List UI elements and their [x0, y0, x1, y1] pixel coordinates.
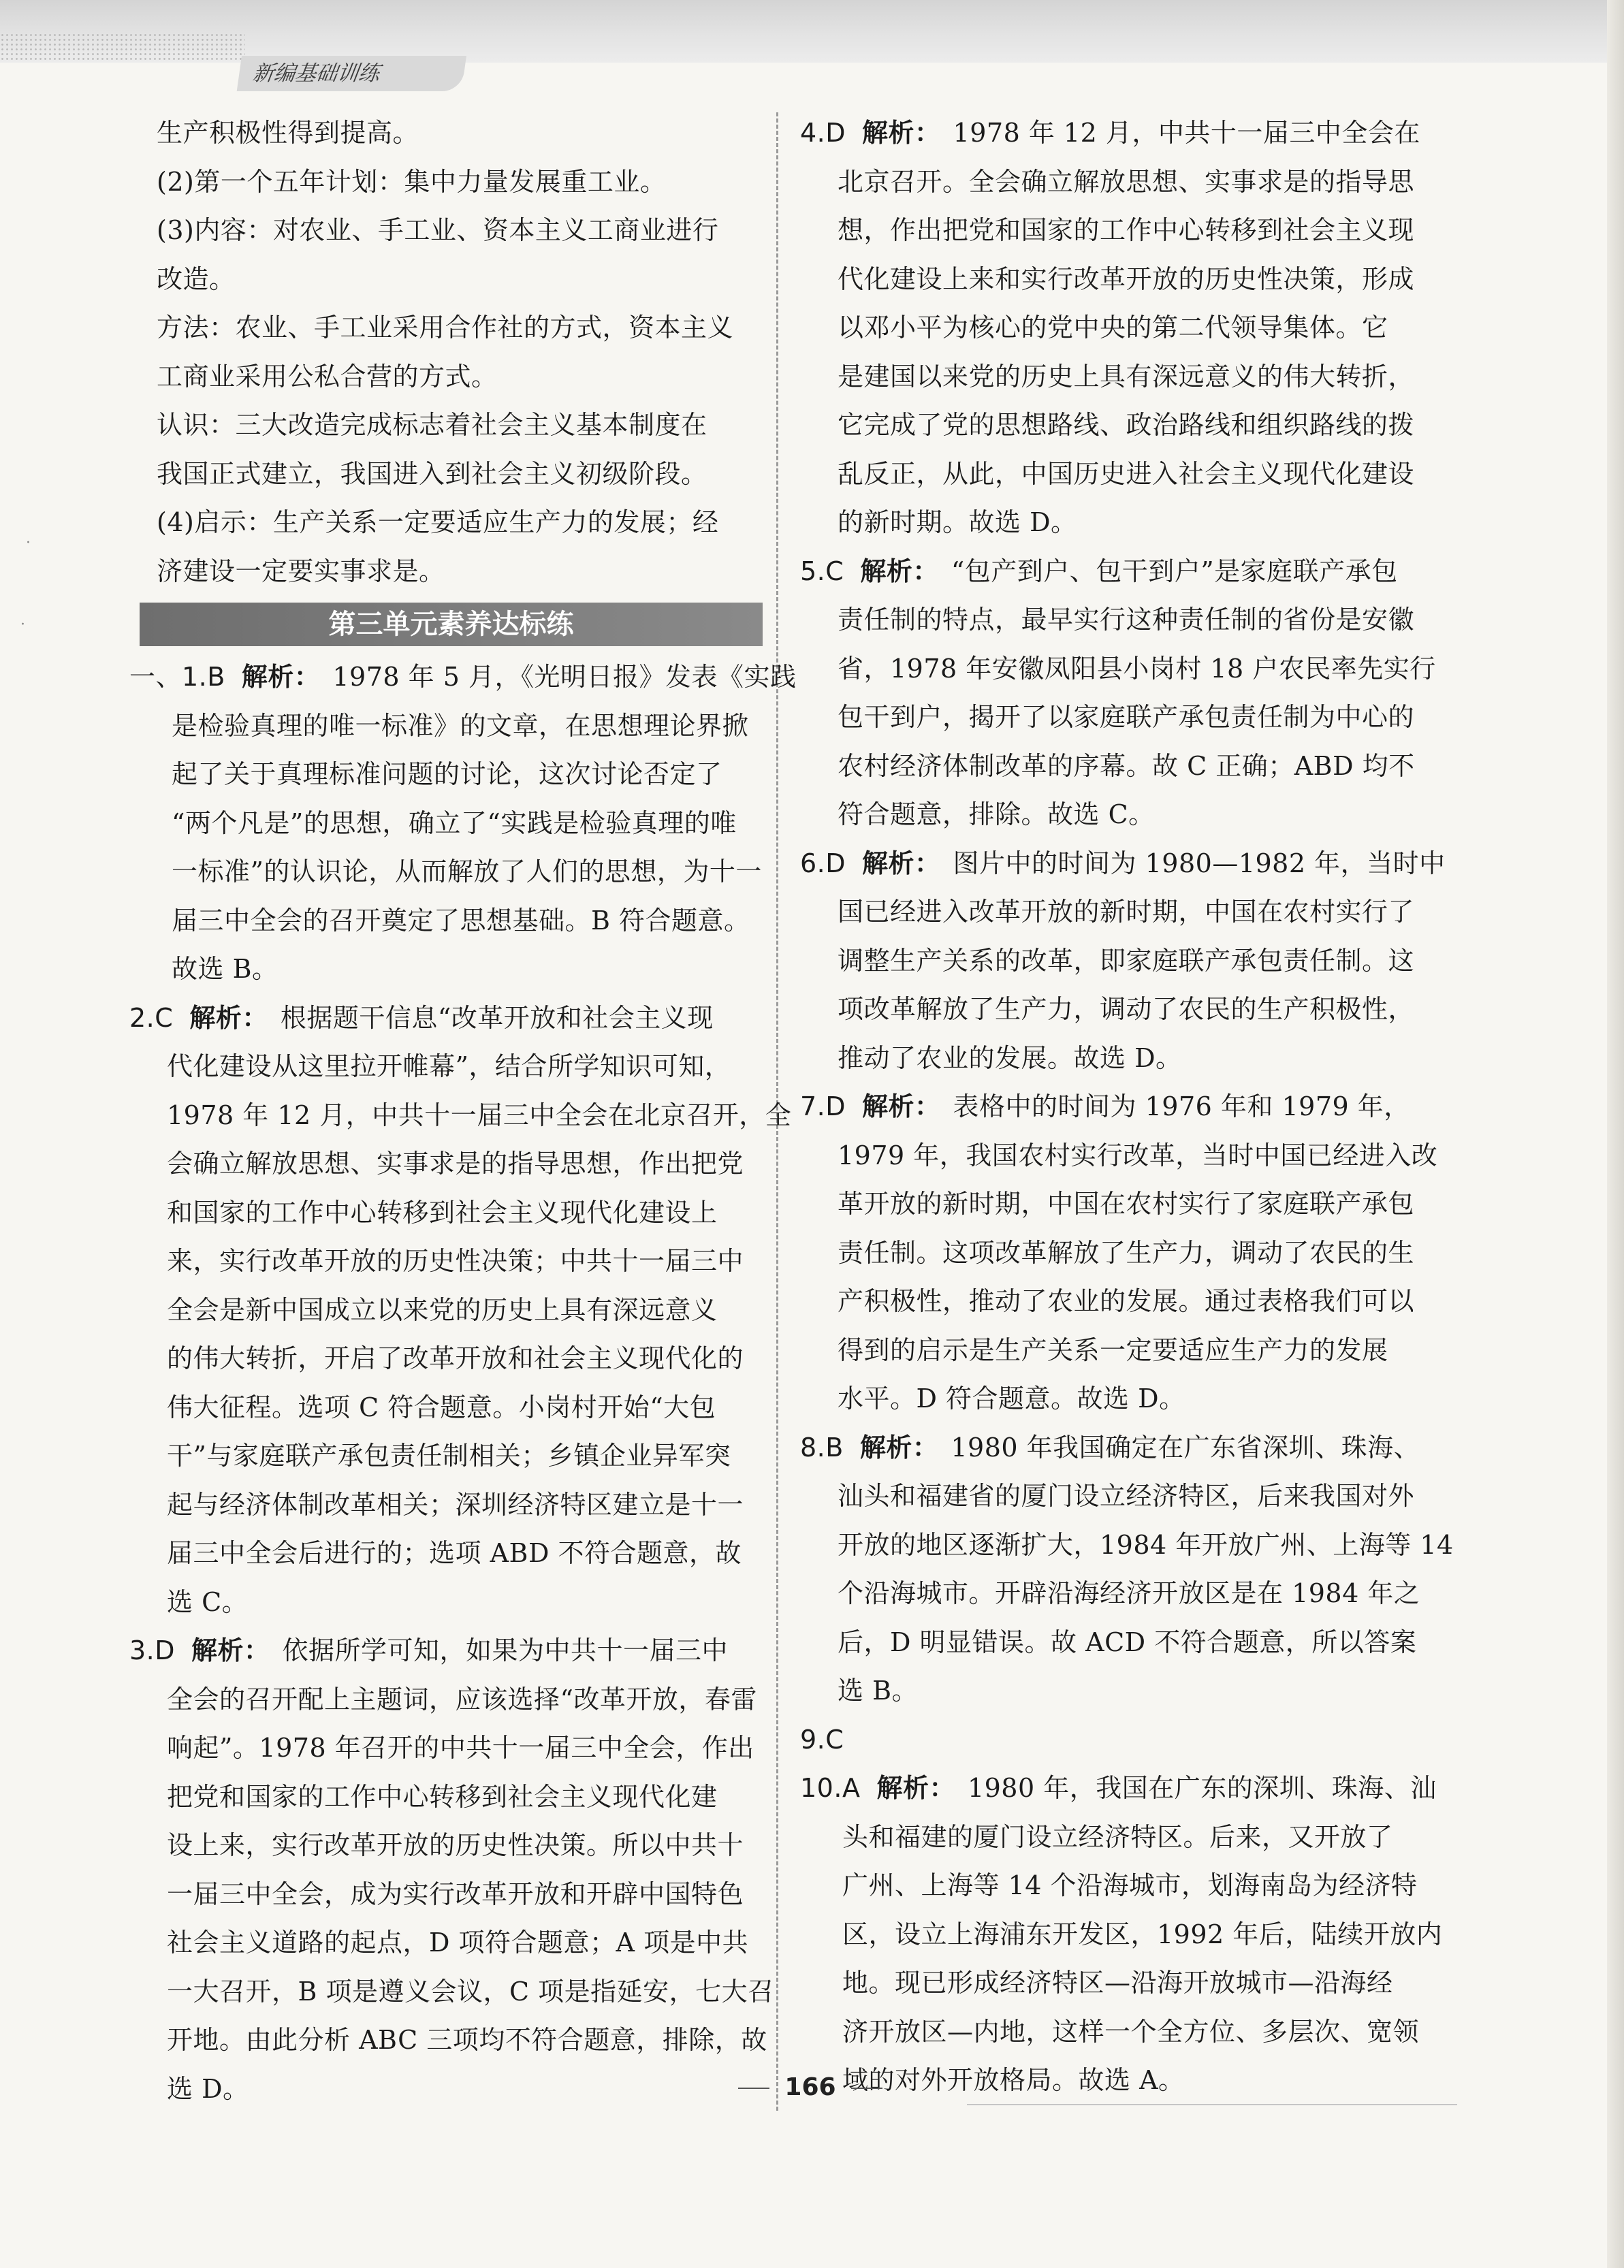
page-edge	[1607, 0, 1624, 2268]
text-line: 革开放的新时期，中国在农村实行了家庭联产承包	[838, 1189, 1415, 1219]
margin-mark: ·	[26, 534, 31, 552]
answer-key: D	[825, 1091, 846, 1121]
text-line: 责任制。这项改革解放了生产力，调动了农民的生	[838, 1237, 1415, 1268]
answer-key: A	[842, 1773, 861, 1803]
text-line: 后，D 明显错误。故 ACD 不符合题意，所以答案	[838, 1627, 1417, 1657]
text-line: 改造。	[157, 263, 236, 294]
text-line: 开地。由此分析 ABC 三项均不符合题意，排除，故	[167, 2025, 767, 2055]
answer-10	[800, 1764, 1464, 2105]
text-line: 代化建设上来和实行改革开放的历史性决策，形成	[838, 263, 1415, 294]
text-line: 它完成了党的思想路线、政治路线和组织路线的拨	[838, 410, 1415, 440]
text-line: 一大召开，B 项是遵义会议，C 项是指延安，七大召	[167, 1976, 774, 2007]
text-line: 包干到户，揭开了以家庭联产承包责任制为中心的	[838, 702, 1415, 732]
analysis-label: 解析：	[189, 1002, 268, 1033]
text-line: 1979 年，我国农村实行改革，当时中国已经进入改	[838, 1140, 1438, 1170]
text-line: “包产到户、包干到户”是家庭联产承包	[951, 556, 1398, 586]
text-line: (3)内容：对农业、手工业、资本主义工商业进行	[157, 215, 719, 245]
question-number: 10.	[800, 1773, 842, 1803]
answer-key: B	[825, 1432, 844, 1463]
question-number: 2.	[129, 1002, 155, 1033]
text-line: 的新时期。故选 D。	[838, 507, 1077, 537]
answer-key: C	[825, 1724, 844, 1755]
question-number: 6.	[800, 848, 826, 878]
text-line: 济建设一定要实事求是。	[157, 556, 445, 586]
analysis-label: 解析：	[862, 848, 941, 878]
question-number: 8.	[800, 1432, 826, 1463]
answer-1	[129, 653, 797, 994]
text-line: 图片中的时间为 1980—1982 年，当时中	[953, 848, 1446, 878]
answer-key: B	[207, 662, 225, 692]
text-line: “两个凡是”的思想，确立了“实践是检验真理的唯	[172, 808, 737, 838]
footer-rule	[967, 2104, 1457, 2105]
text-line: 故选 B。	[172, 954, 278, 984]
page-number: 166	[784, 2073, 836, 2101]
text-line: 符合题意，排除。故选 C。	[838, 799, 1155, 829]
text-line: 届三中全会的召开奠定了思想基础。B 符合题意。	[172, 905, 750, 936]
answer-key: C	[155, 1002, 174, 1033]
text-line: 个沿海城市。开辟沿海经济开放区是在 1984 年之	[838, 1578, 1420, 1608]
answer-9	[800, 1716, 1464, 1765]
analysis-label: 解析：	[859, 1432, 939, 1463]
text-line: 选 D。	[167, 2073, 249, 2104]
text-line: 全会的召开配上主题词，应该选择“改革开放，春雷	[167, 1684, 757, 1714]
right-column	[800, 109, 1464, 2105]
text-line: 来，实行改革开放的历史性决策；中共十一届三中	[167, 1246, 744, 1276]
answer-key: D	[825, 848, 846, 878]
text-line: 设上来，实行改革开放的历史性决策。所以中共十	[167, 1830, 744, 1860]
text-line: 调整生产关系的改革，即家庭联产承包责任制。这	[838, 945, 1415, 976]
answer-6	[800, 840, 1464, 1083]
text-line: 方法：农业、手工业采用合作社的方式，资本主义	[157, 313, 734, 342]
text-line: 一届三中全会，成为实行改革开放和开辟中国特色	[167, 1879, 744, 1909]
text-line: 工商业采用公私合营的方式。	[157, 361, 498, 392]
text-line: 国已经进入改革开放的新时期，中国在农村实行了	[838, 897, 1415, 927]
answer-4	[800, 109, 1464, 547]
series-title: 新编基础训练	[237, 56, 466, 91]
text-line: 产积极性，推动了农业的发展。通过表格我们可以	[838, 1286, 1415, 1316]
answer-5	[800, 547, 1464, 840]
question-number: 9.	[800, 1724, 826, 1755]
header-band	[0, 0, 1607, 63]
analysis-label: 解析：	[860, 556, 939, 586]
text-line: 响起”。1978 年召开的中共十一届三中全会，作出	[167, 1733, 754, 1763]
analysis-label: 解析：	[862, 1091, 941, 1121]
question-number: 7.	[800, 1091, 826, 1121]
text-line: 广州、上海等 14 个沿海城市，划海南岛为经济特	[842, 1870, 1418, 1900]
text-line: 1980 年，我国在广东的深圳、珠海、汕	[967, 1773, 1437, 1803]
text-line: 区，设立上海浦东开发区，1992 年后，陆续开放内	[842, 1919, 1443, 1949]
text-line: 济开放区—内地，这样一个全方位、多层次、宽领	[842, 2016, 1420, 2047]
text-line: 1978 年 12 月，中共十一届三中全会在北京召开，全	[167, 1100, 792, 1130]
question-number: 4.	[800, 118, 826, 148]
text-line: 干”与家庭联产承包责任制相关；乡镇企业异军突	[167, 1441, 731, 1471]
question-number: 5.	[800, 556, 826, 586]
text-line: 开放的地区逐渐扩大，1984 年开放广州、上海等 14	[838, 1529, 1454, 1560]
answer-key: D	[825, 118, 846, 148]
text-line: 一标准”的认识论，从而解放了人们的思想，为十一	[172, 857, 762, 887]
analysis-label: 解析：	[862, 118, 941, 148]
text-line: 推动了农业的发展。故选 D。	[838, 1042, 1182, 1073]
text-line: 1978 年 12 月，中共十一届三中全会在	[953, 118, 1420, 148]
text-line: 起与经济体制改革相关；深圳经济特区建立是十一	[167, 1489, 744, 1520]
text-line: 头和福建的厦门设立经济特区。后来，又开放了	[842, 1821, 1393, 1852]
text-line: 农村经济体制改革的序幕。故 C 正确；ABD 均不	[838, 750, 1415, 781]
section-title: 第三单元素养达标练	[140, 603, 763, 646]
answer-7	[800, 1083, 1464, 1424]
text-line: 认识：三大改造完成标志着社会主义基本制度在	[157, 410, 707, 440]
text-line: (2)第一个五年计划：集中力量发展重工业。	[157, 166, 667, 197]
answer-2	[129, 994, 792, 1627]
text-line: 责任制的特点，最早实行这种责任制的省份是安徽	[838, 605, 1415, 635]
text-line: 省，1978 年安徽凤阳县小岗村 18 户农民率先实行	[838, 653, 1436, 684]
text-line: 生产积极性得到提高。	[157, 118, 419, 148]
text-line: 是建国以来党的历史上具有深远意义的伟大转折，	[838, 361, 1415, 392]
answer-8	[800, 1424, 1464, 1716]
text-line: (4)启示：生产关系一定要适应生产力的发展；经	[157, 507, 719, 537]
text-line: 把党和国家的工作中心转移到社会主义现代化建	[167, 1781, 718, 1812]
page-number-block	[695, 2073, 926, 2101]
margin-mark: ·	[20, 616, 25, 633]
question-number: 3.	[129, 1635, 155, 1665]
text-line: 北京召开。全会确立解放思想、实事求是的指导思	[838, 166, 1415, 197]
text-line: 我国正式建立，我国进入到社会主义初级阶段。	[157, 458, 707, 489]
header-dot-pattern	[0, 33, 245, 63]
answer-key: D	[155, 1635, 176, 1665]
text-line: 届三中全会后进行的；选项 ABD 不符合题意，故	[167, 1538, 742, 1568]
answer-3	[129, 1627, 774, 2113]
text-line: 想，作出把党和国家的工作中心转移到社会主义现	[838, 215, 1415, 245]
text-line: 选 C。	[167, 1586, 249, 1617]
text-line: 以邓小平为核心的党中央的第二代领导集体。它	[838, 313, 1388, 342]
text-line: 代化建设从这里拉开帷幕”，结合所学知识可知，	[167, 1051, 731, 1081]
analysis-label: 解析：	[241, 662, 321, 692]
text-line: 是检验真理的唯一标准》的文章，在思想理论界掀	[172, 710, 749, 741]
text-line: 依据所学可知，如果为中共十一届三中	[282, 1635, 729, 1665]
text-line: 和国家的工作中心转移到社会主义现代化建设上	[167, 1197, 718, 1228]
text-line: 汕头和福建省的厦门设立经济特区，后来我国对外	[838, 1481, 1415, 1511]
text-line: 乱反正，从此，中国历史进入社会主义现代化建设	[838, 458, 1415, 489]
text-line: 根据题干信息“改革开放和社会主义现	[280, 1002, 714, 1033]
text-line: 项改革解放了生产力，调动了农民的生产积极性，	[838, 994, 1415, 1024]
analysis-label: 解析：	[876, 1773, 955, 1803]
text-line: 社会主义道路的起点，D 项符合题意；A 项是中共	[167, 1928, 749, 1958]
page-dash	[851, 2088, 882, 2089]
text-line: 1980 年我国确定在广东省深圳、珠海、	[951, 1432, 1420, 1463]
text-line: 全会是新中国成立以来党的历史上具有深远意义	[167, 1294, 718, 1325]
text-line: 表格中的时间为 1976 年和 1979 年，	[953, 1091, 1410, 1121]
text-line: 1978 年 5 月，《光明日报》发表《实践	[332, 662, 797, 692]
analysis-label: 解析：	[191, 1635, 270, 1665]
answer-key: C	[825, 556, 844, 586]
text-line: 地。现已形成经济特区—沿海开放城市—沿海经	[842, 1968, 1393, 1998]
left-column	[129, 109, 797, 2113]
text-line: 起了关于真理标准问题的讨论，这次讨论否定了	[172, 759, 722, 789]
text-line: 水平。D 符合题意。故选 D。	[838, 1384, 1185, 1413]
text-line: 得到的启示是生产关系一定要适应生产力的发展	[838, 1335, 1388, 1365]
text-line: 域的对外开放格局。故选 A。	[842, 2065, 1185, 2095]
text-line: 的伟大转折，开启了改革开放和社会主义现代化的	[167, 1343, 744, 1373]
text-line: 伟大征程。选项 C 符合题意。小岗村开始“大包	[167, 1392, 716, 1422]
text-line: 会确立解放思想、实事求是的指导思想，作出把党	[167, 1149, 744, 1179]
question-number: 一、1.	[129, 662, 208, 692]
page-dash	[738, 2088, 769, 2089]
text-line: 选 B。	[838, 1676, 919, 1706]
